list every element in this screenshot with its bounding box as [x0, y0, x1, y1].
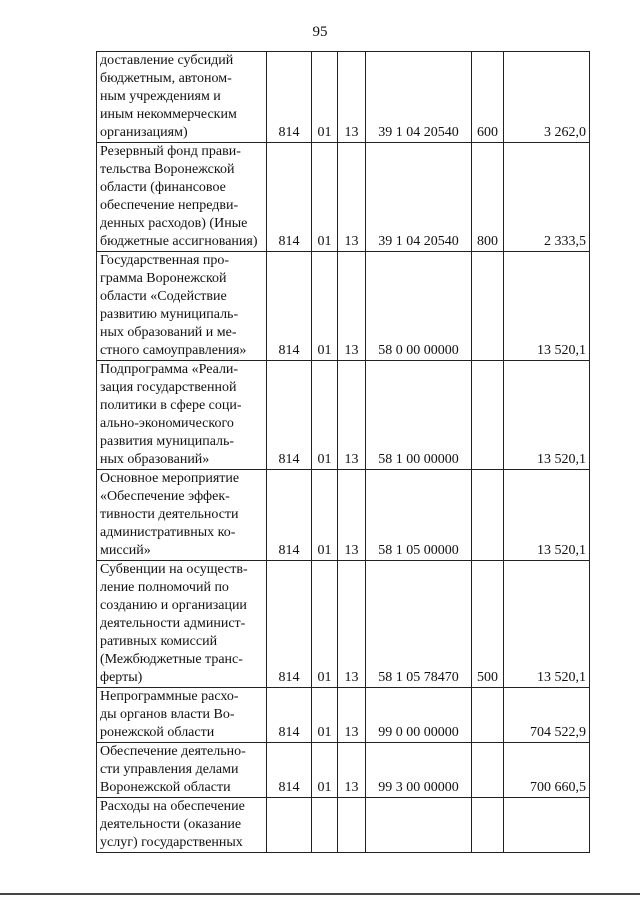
amount-cell: 3 262,0 — [504, 52, 590, 143]
amount-cell: 700 660,5 — [504, 743, 590, 798]
admin-code-cell: 814 — [267, 252, 312, 361]
table-row — [97, 143, 590, 252]
subsection-code-cell: 13 — [338, 688, 366, 743]
amount-cell: 2 333,5 — [504, 143, 590, 252]
target-article-cell: 58 1 00 00000 — [366, 361, 472, 470]
row-name-cell: Обеспечение деятельно- сти управления делами Воронежской области — [97, 743, 267, 798]
admin-code-cell: 814 — [267, 361, 312, 470]
admin-code-cell: 814 — [267, 52, 312, 143]
amount-cell: 13 520,1 — [504, 470, 590, 561]
expense-type-cell — [472, 798, 504, 853]
row-name-cell: доставление субсидий бюджетным, автоном- ным учреждениям и иным некоммерческим организациям) — [97, 52, 267, 143]
section-code-cell: 01 — [312, 743, 338, 798]
admin-code-cell: 814 — [267, 743, 312, 798]
target-article-cell: 58 0 00 00000 — [366, 252, 472, 361]
page-number: 95 — [312, 24, 328, 40]
table-row — [97, 252, 590, 361]
expense-type-cell: 500 — [472, 561, 504, 688]
section-code-cell: 01 — [312, 561, 338, 688]
subsection-code-cell: 13 — [338, 743, 366, 798]
target-article-cell: 58 1 05 00000 — [366, 470, 472, 561]
subsection-code-cell: 13 — [338, 143, 366, 252]
row-name-cell: Непрограммные расхо- ды органов власти Во- ронежской области — [97, 688, 267, 743]
subsection-code-cell: 13 — [338, 561, 366, 688]
table-row — [97, 52, 590, 143]
expense-type-cell — [472, 470, 504, 561]
row-name-cell: Резервный фонд прави- тельства Воронежской области (финансовое обеспечение непредви- денных расходов) (Иные бюджетные ассигнования) — [97, 143, 267, 252]
section-code-cell: 01 — [312, 143, 338, 252]
amount-cell: 13 520,1 — [504, 361, 590, 470]
section-code-cell: 01 — [312, 52, 338, 143]
row-name-cell: Государственная про- грамма Воронежской области «Содействие развитию муниципаль- ных образований и ме- стного самоуправления» — [97, 252, 267, 361]
table-row — [97, 743, 590, 798]
target-article-cell: 99 3 00 00000 — [366, 743, 472, 798]
expense-type-cell — [472, 252, 504, 361]
table-row — [97, 798, 590, 853]
amount-cell: 13 520,1 — [504, 252, 590, 361]
expense-type-cell — [472, 361, 504, 470]
row-name-cell: Расходы на обеспечение деятельности (оказание услуг) государственных — [97, 798, 267, 853]
expense-type-cell — [472, 743, 504, 798]
subsection-code-cell: 13 — [338, 52, 366, 143]
expense-type-cell — [472, 688, 504, 743]
section-code-cell: 01 — [312, 361, 338, 470]
section-code-cell: 01 — [312, 252, 338, 361]
row-name-cell: Основное мероприятие «Обеспечение эффек- тивности деятельности административных ко- миссий» — [97, 470, 267, 561]
admin-code-cell: 814 — [267, 688, 312, 743]
row-name-cell: Подпрограмма «Реали- зация государственной политики в сфере соци- ально-экономического развития муниципаль- ных образований» — [97, 361, 267, 470]
table-row — [97, 361, 590, 470]
expense-type-cell: 600 — [472, 52, 504, 143]
target-article-cell: 58 1 05 78470 — [366, 561, 472, 688]
amount-cell: 704 522,9 — [504, 688, 590, 743]
expense-type-cell: 800 — [472, 143, 504, 252]
admin-code-cell: 814 — [267, 470, 312, 561]
target-article-cell: 39 1 04 20540 — [366, 52, 472, 143]
subsection-code-cell: 13 — [338, 252, 366, 361]
amount-cell — [504, 798, 590, 853]
budget-table — [96, 51, 590, 853]
table-row — [97, 561, 590, 688]
section-code-cell: 01 — [312, 470, 338, 561]
amount-cell: 13 520,1 — [504, 561, 590, 688]
target-article-cell — [366, 798, 472, 853]
page-bottom-rule — [0, 893, 640, 895]
subsection-code-cell: 13 — [338, 361, 366, 470]
row-name-cell: Субвенции на осуществ- ление полномочий по созданию и организации деятельности админист- ративных комиссий (Межбюджетные транс- ферты) — [97, 561, 267, 688]
table-row — [97, 470, 590, 561]
target-article-cell: 39 1 04 20540 — [366, 143, 472, 252]
table-body — [97, 52, 590, 853]
table-row — [97, 688, 590, 743]
admin-code-cell: 814 — [267, 143, 312, 252]
subsection-code-cell: 13 — [338, 470, 366, 561]
subsection-code-cell — [338, 798, 366, 853]
section-code-cell: 01 — [312, 688, 338, 743]
section-code-cell — [312, 798, 338, 853]
target-article-cell: 99 0 00 00000 — [366, 688, 472, 743]
admin-code-cell: 814 — [267, 561, 312, 688]
admin-code-cell — [267, 798, 312, 853]
